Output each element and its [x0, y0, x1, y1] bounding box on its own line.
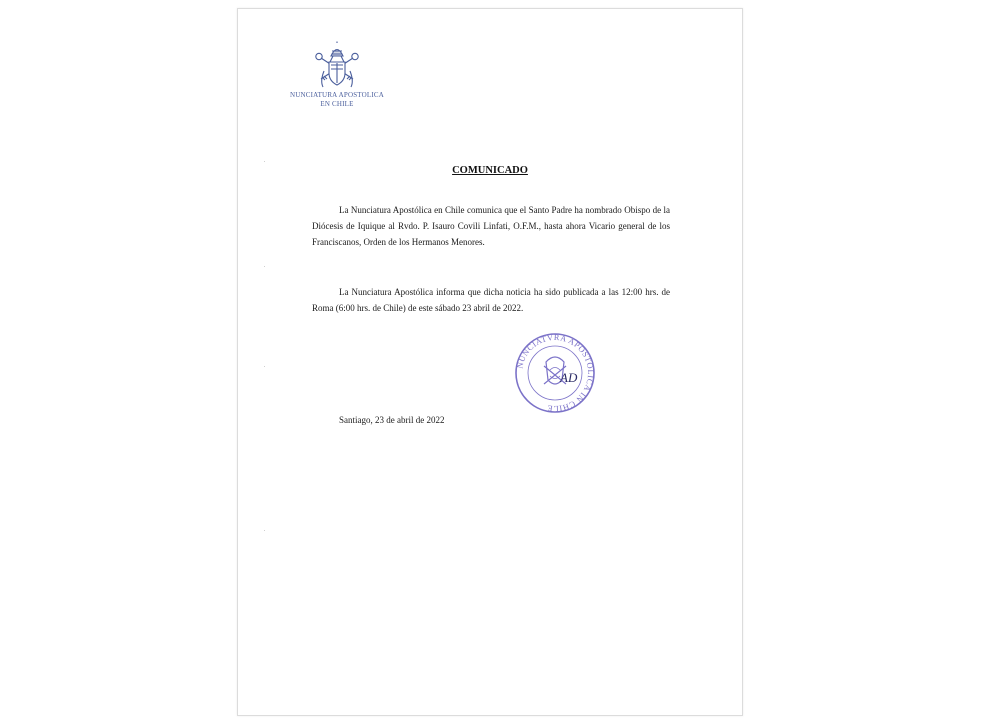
paragraph-appointment	[312, 202, 670, 250]
seal-initials: AD	[560, 370, 578, 385]
papal-coat-of-arms-icon	[312, 41, 362, 89]
scan-speck	[264, 366, 265, 367]
scan-speck	[264, 530, 265, 531]
paragraph-2-text: La Nunciatura Apostólica informa que dicha noticia ha sido publicada a las 12:00 hrs. de Roma (6:00 hrs. de Chile) de este sábado 23 abril de 2022.	[312, 287, 670, 313]
document-page	[237, 8, 743, 716]
seal-text: NUNCIATVRA APOSTOLICA IN CHILE	[515, 332, 596, 414]
document-title: COMUNICADO	[452, 165, 528, 176]
letterhead	[282, 41, 392, 109]
letterhead-line-1: NUNCIATURA APOSTOLICA	[289, 91, 385, 99]
official-seal-icon	[514, 332, 596, 414]
date-line: Santiago, 23 de abril de 2022	[339, 415, 445, 425]
scan-speck	[264, 161, 265, 162]
scan-speck	[264, 266, 265, 267]
paragraph-publication	[312, 284, 670, 316]
letterhead-line-2: EN CHILE	[320, 100, 354, 108]
paragraph-1-text: La Nunciatura Apostólica en Chile comunica que el Santo Padre ha nombrado Obispo de la Diócesis de Iquique al Rvdo. P. Isauro Covili Linfati, O.F.M., hasta ahora Vicario general de los Franciscanos, Orden de los Hermanos Menores.	[312, 205, 670, 247]
